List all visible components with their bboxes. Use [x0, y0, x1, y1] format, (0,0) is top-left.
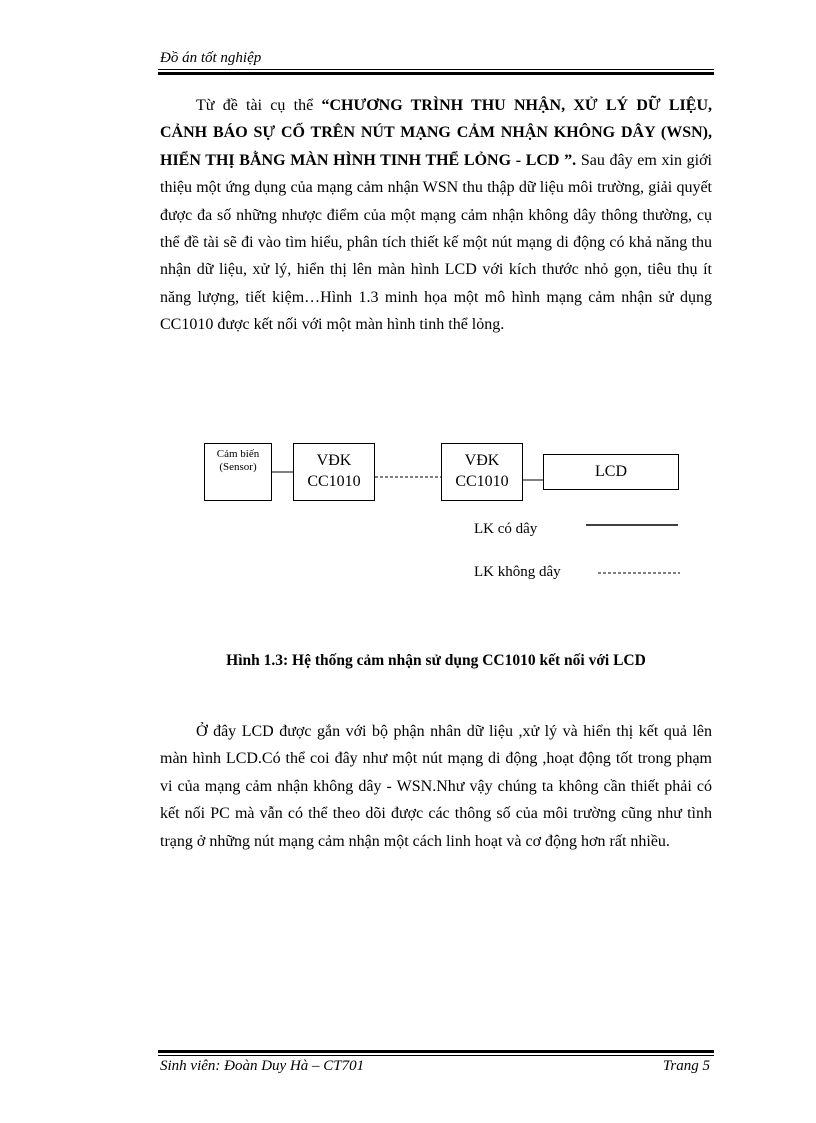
mcu2-label: VĐK — [464, 452, 500, 469]
project-title: “CHƯƠNG TRÌNH THU NHẬN, XỬ LÝ DỮ LIỆU, CẢNH BÁO SỰ CỐ TRÊN NÚT MẠNG CẢM NHẬN KHÔNG DÂY (WSN), HIỂN THỊ BẰNG MÀN HÌNH TINH THỂ LỎNG - LCD ”. — [160, 97, 713, 169]
paragraph-intro-start: Từ đề tài cụ thể — [196, 97, 322, 114]
figure-caption: Hình 1.3: Hệ thống cảm nhận sử dụng CC1010 kết nối với LCD — [226, 652, 646, 669]
legend-wireless-label: LK không dây — [474, 564, 561, 580]
lcd-label: LCD — [595, 463, 627, 480]
header-rule-thin — [158, 69, 714, 70]
mcu1-label: VĐK — [316, 452, 352, 469]
paragraph-lcd: Ở đây LCD được gắn với bộ phận nhân dữ liệu ,xử lý và hiển thị kết quả lên màn hình LCD.Có thể coi đây như một nút mạng di động ,hoạt động tốt trong phạm vi của mạng cảm nhận không dây - WSN.Như vậy chúng ta không cần thiết phải có kết nối PC mà vẫn có thể theo dõi được các thông số của môi trường cũng như tình trạng ở những nút mạng cảm nhận một cách linh hoạt và cơ động hơn rất nhiều. — [160, 723, 712, 850]
footer-rule-thin — [158, 1055, 714, 1056]
mcu1-model: CC1010 — [307, 473, 361, 490]
footer-page-number: Trang 5 — [662, 1058, 710, 1074]
mcu-block-2 — [441, 443, 523, 501]
sensor-sublabel: (Sensor) — [219, 461, 257, 473]
paragraph-intro-rest: Sau đây em xin giới thiệu một ứng dụng của mạng cảm nhận WSN thu thập dữ liệu môi trường, giải quyết được đa số những nhược điểm của một mạng cảm nhận không dây thông thường, cụ thể đề tài sẽ đi vào tìm hiểu, phân tích thiết kế một nút mạng di động có khả năng thu nhận dữ liệu, xử lý, hiển thị lên màn hình LCD với kích thước nhỏ gọn, tiêu thụ ít năng lượng, tiết kiệm…Hình 1.3 minh họa một mô hình mạng cảm nhận sử dụng CC1010 được kết nối với một màn hình tinh thể lỏng. — [160, 151, 712, 334]
sensor-block — [204, 443, 272, 501]
mcu2-model: CC1010 — [455, 473, 509, 490]
paragraph-intro — [160, 92, 712, 339]
mcu-block-1 — [293, 443, 375, 501]
page-header-title: Đồ án tốt nghiệp — [160, 50, 262, 66]
header-rule-thick — [158, 72, 714, 75]
footer-student: Sinh viên: Đoàn Duy Hà – CT701 — [160, 1058, 365, 1074]
legend-wired-label: LK có dây — [474, 521, 538, 537]
sensor-label: Cảm biến — [216, 448, 260, 460]
lcd-block — [543, 454, 679, 490]
footer-rule-thick — [158, 1050, 714, 1053]
